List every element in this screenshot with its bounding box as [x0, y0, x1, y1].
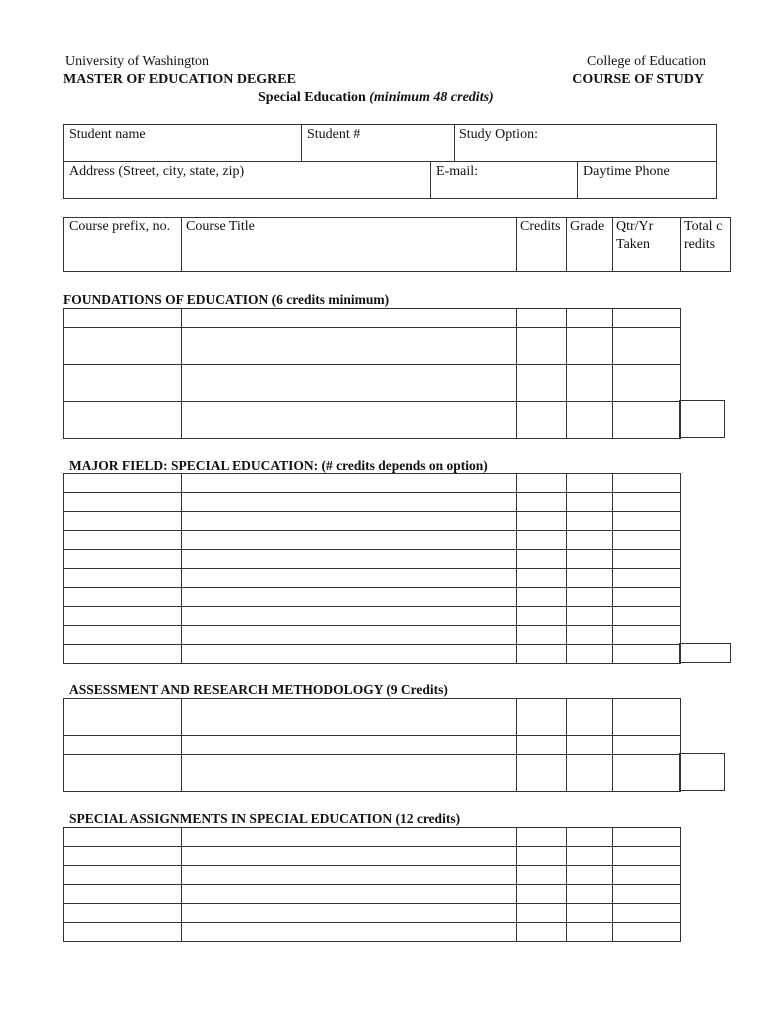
course-title-cell[interactable]: [182, 365, 517, 402]
section-title-foundations: FOUNDATIONS OF EDUCATION (6 credits minimum): [63, 292, 390, 307]
study-option-label: Study Option:: [459, 127, 538, 142]
qtr-yr-cell[interactable]: [613, 699, 681, 736]
credits-cell[interactable]: [517, 607, 567, 626]
section-title-assessment: ASSESSMENT AND RESEARCH METHODOLOGY (9 Credits): [69, 682, 448, 697]
grade-cell[interactable]: [567, 531, 613, 550]
grade-cell[interactable]: [567, 402, 613, 439]
course-prefix-cell[interactable]: [64, 493, 182, 512]
table-row: [64, 755, 681, 792]
program-title: [258, 89, 494, 106]
qtr-yr-cell[interactable]: [613, 588, 681, 607]
qtr-yr-cell[interactable]: [613, 904, 681, 923]
student-number-field[interactable]: [301, 124, 455, 162]
credits-cell[interactable]: [517, 847, 567, 866]
course-title-cell[interactable]: [182, 736, 517, 755]
col-credits-label: Credits: [520, 219, 561, 234]
course-title-cell[interactable]: [182, 626, 517, 645]
qtr-yr-cell[interactable]: [613, 736, 681, 755]
course-title-cell[interactable]: [182, 531, 517, 550]
table-row: [64, 645, 681, 664]
table-row: [64, 607, 681, 626]
qtr-yr-cell[interactable]: [613, 402, 681, 439]
grade-cell[interactable]: [567, 736, 613, 755]
course-title-cell[interactable]: [182, 550, 517, 569]
credits-cell[interactable]: [517, 365, 567, 402]
col-credits: [516, 217, 567, 272]
qtr-yr-cell[interactable]: [613, 569, 681, 588]
grade-cell[interactable]: [567, 588, 613, 607]
grade-cell[interactable]: [567, 493, 613, 512]
qtr-yr-cell[interactable]: [613, 866, 681, 885]
credits-cell[interactable]: [517, 531, 567, 550]
program-name: Special Education: [258, 90, 366, 105]
col-qtr-yr: [612, 217, 681, 272]
credits-cell[interactable]: [517, 550, 567, 569]
table-row: [64, 309, 681, 328]
university-name: University of Washington: [65, 54, 210, 69]
credits-cell[interactable]: [517, 626, 567, 645]
section-title-major-field: MAJOR FIELD: SPECIAL EDUCATION: (# credits depends on option): [69, 458, 488, 473]
credits-cell[interactable]: [517, 828, 567, 847]
course-prefix-cell[interactable]: [64, 365, 182, 402]
grade-cell[interactable]: [567, 607, 613, 626]
table-row: [64, 365, 681, 402]
qtr-yr-cell[interactable]: [613, 607, 681, 626]
col-course-prefix-label: Course prefix, no.: [69, 219, 171, 234]
course-prefix-cell[interactable]: [64, 550, 182, 569]
course-prefix-cell[interactable]: [64, 588, 182, 607]
table-row: [64, 699, 681, 736]
course-title-cell[interactable]: [182, 588, 517, 607]
table-row: [64, 626, 681, 645]
address-field[interactable]: [63, 161, 431, 199]
email-label: E-mail:: [436, 164, 478, 179]
table-row: [64, 866, 681, 885]
section-title-special-assignments: SPECIAL ASSIGNMENTS IN SPECIAL EDUCATION (12 credits): [69, 811, 461, 826]
table-row: [64, 923, 681, 942]
special-assignments-table: [63, 827, 681, 942]
qtr-yr-cell[interactable]: [613, 550, 681, 569]
qtr-yr-cell[interactable]: [613, 328, 681, 365]
table-row: [64, 588, 681, 607]
grade-cell[interactable]: [567, 626, 613, 645]
table-row: [64, 531, 681, 550]
credits-cell[interactable]: [517, 569, 567, 588]
course-title-cell[interactable]: [182, 402, 517, 439]
student-name-field[interactable]: [63, 124, 302, 162]
qtr-yr-cell[interactable]: [613, 828, 681, 847]
course-of-study-title: COURSE OF STUDY: [572, 72, 704, 87]
col-total-credits: [680, 217, 731, 272]
qtr-yr-cell[interactable]: [613, 885, 681, 904]
course-title-cell[interactable]: [182, 866, 517, 885]
daytime-phone-field[interactable]: [577, 161, 717, 199]
student-number-label: Student #: [307, 127, 361, 142]
assessment-total-credits-cell[interactable]: [679, 753, 725, 791]
course-prefix-cell[interactable]: [64, 645, 182, 664]
credits-cell[interactable]: [517, 699, 567, 736]
table-row: [64, 904, 681, 923]
course-prefix-cell[interactable]: [64, 309, 182, 328]
course-title-cell[interactable]: [182, 309, 517, 328]
qtr-yr-cell[interactable]: [613, 512, 681, 531]
grade-cell[interactable]: [567, 847, 613, 866]
credits-cell[interactable]: [517, 588, 567, 607]
credits-cell[interactable]: [517, 309, 567, 328]
grade-cell[interactable]: [567, 569, 613, 588]
credits-cell[interactable]: [517, 904, 567, 923]
course-prefix-cell[interactable]: [64, 736, 182, 755]
address-label: Address (Street, city, state, zip): [69, 164, 245, 179]
credits-cell[interactable]: [517, 885, 567, 904]
grade-cell[interactable]: [567, 550, 613, 569]
course-prefix-cell[interactable]: [64, 904, 182, 923]
foundations-total-credits-cell[interactable]: [679, 400, 725, 438]
course-prefix-cell[interactable]: [64, 569, 182, 588]
course-prefix-cell[interactable]: [64, 512, 182, 531]
grade-cell[interactable]: [567, 866, 613, 885]
grade-cell[interactable]: [567, 512, 613, 531]
course-title-cell[interactable]: [182, 493, 517, 512]
credits-cell[interactable]: [517, 493, 567, 512]
credits-cell[interactable]: [517, 866, 567, 885]
qtr-yr-cell[interactable]: [613, 493, 681, 512]
course-prefix-cell[interactable]: [64, 626, 182, 645]
grade-cell[interactable]: [567, 923, 613, 942]
course-title-cell[interactable]: [182, 885, 517, 904]
assessment-table: [63, 698, 681, 792]
credits-cell[interactable]: [517, 755, 567, 792]
grade-cell[interactable]: [567, 828, 613, 847]
qtr-yr-cell[interactable]: [613, 923, 681, 942]
student-name-label: Student name: [69, 127, 146, 142]
credits-cell[interactable]: [517, 736, 567, 755]
grade-cell[interactable]: [567, 328, 613, 365]
credits-cell[interactable]: [517, 474, 567, 493]
credits-cell[interactable]: [517, 645, 567, 664]
college-name: College of Education: [587, 54, 706, 69]
major-field-table: [63, 473, 681, 664]
course-title-cell[interactable]: [182, 904, 517, 923]
course-prefix-cell[interactable]: [64, 474, 182, 493]
table-row: [64, 328, 681, 365]
course-prefix-cell[interactable]: [64, 402, 182, 439]
course-title-cell[interactable]: [182, 328, 517, 365]
qtr-yr-cell[interactable]: [613, 474, 681, 493]
email-field[interactable]: [430, 161, 578, 199]
credits-cell[interactable]: [517, 512, 567, 531]
col-total-credits-label: Total credits: [684, 219, 723, 252]
course-title-cell[interactable]: [182, 847, 517, 866]
course-prefix-cell[interactable]: [64, 607, 182, 626]
course-prefix-cell[interactable]: [64, 923, 182, 942]
course-title-cell[interactable]: [182, 755, 517, 792]
qtr-yr-cell[interactable]: [613, 645, 681, 664]
qtr-yr-cell[interactable]: [613, 626, 681, 645]
daytime-phone-label: Daytime Phone: [583, 164, 670, 179]
qtr-yr-cell[interactable]: [613, 365, 681, 402]
degree-title: MASTER OF EDUCATION DEGREE: [63, 72, 296, 87]
table-row: [64, 550, 681, 569]
program-note: (minimum 48 credits): [369, 90, 494, 105]
col-course-prefix: [63, 217, 182, 272]
credits-cell[interactable]: [517, 402, 567, 439]
course-prefix-cell[interactable]: [64, 866, 182, 885]
grade-cell[interactable]: [567, 645, 613, 664]
grade-cell[interactable]: [567, 365, 613, 402]
course-title-cell[interactable]: [182, 474, 517, 493]
table-row: [64, 474, 681, 493]
course-title-cell[interactable]: [182, 569, 517, 588]
qtr-yr-cell[interactable]: [613, 755, 681, 792]
table-row: [64, 512, 681, 531]
course-prefix-cell[interactable]: [64, 531, 182, 550]
grade-cell[interactable]: [567, 309, 613, 328]
grade-cell[interactable]: [567, 904, 613, 923]
table-row: [64, 493, 681, 512]
table-row: [64, 885, 681, 904]
grade-cell[interactable]: [567, 755, 613, 792]
table-row: [64, 569, 681, 588]
col-course-title-label: Course Title: [186, 219, 255, 234]
col-grade: [566, 217, 613, 272]
course-title-cell[interactable]: [182, 828, 517, 847]
col-qtr-yr-label: Qtr/Yr Taken: [616, 219, 654, 252]
course-prefix-cell[interactable]: [64, 755, 182, 792]
course-prefix-cell[interactable]: [64, 885, 182, 904]
foundations-table: [63, 308, 681, 439]
grade-cell[interactable]: [567, 474, 613, 493]
course-title-cell[interactable]: [182, 512, 517, 531]
qtr-yr-cell[interactable]: [613, 847, 681, 866]
grade-cell[interactable]: [567, 699, 613, 736]
table-row: [64, 847, 681, 866]
table-row: [64, 402, 681, 439]
course-title-cell[interactable]: [182, 923, 517, 942]
course-prefix-cell[interactable]: [64, 847, 182, 866]
major-field-total-credits-cell[interactable]: [679, 643, 731, 663]
qtr-yr-cell[interactable]: [613, 309, 681, 328]
credits-cell[interactable]: [517, 923, 567, 942]
course-title-cell[interactable]: [182, 607, 517, 626]
course-prefix-cell[interactable]: [64, 828, 182, 847]
course-prefix-cell[interactable]: [64, 699, 182, 736]
course-prefix-cell[interactable]: [64, 328, 182, 365]
course-title-cell[interactable]: [182, 645, 517, 664]
credits-cell[interactable]: [517, 328, 567, 365]
course-title-cell[interactable]: [182, 699, 517, 736]
grade-cell[interactable]: [567, 885, 613, 904]
table-row: [64, 828, 681, 847]
qtr-yr-cell[interactable]: [613, 531, 681, 550]
table-row: [64, 736, 681, 755]
study-option-field[interactable]: [454, 124, 717, 162]
col-course-title: [181, 217, 517, 272]
col-grade-label: Grade: [570, 219, 605, 234]
